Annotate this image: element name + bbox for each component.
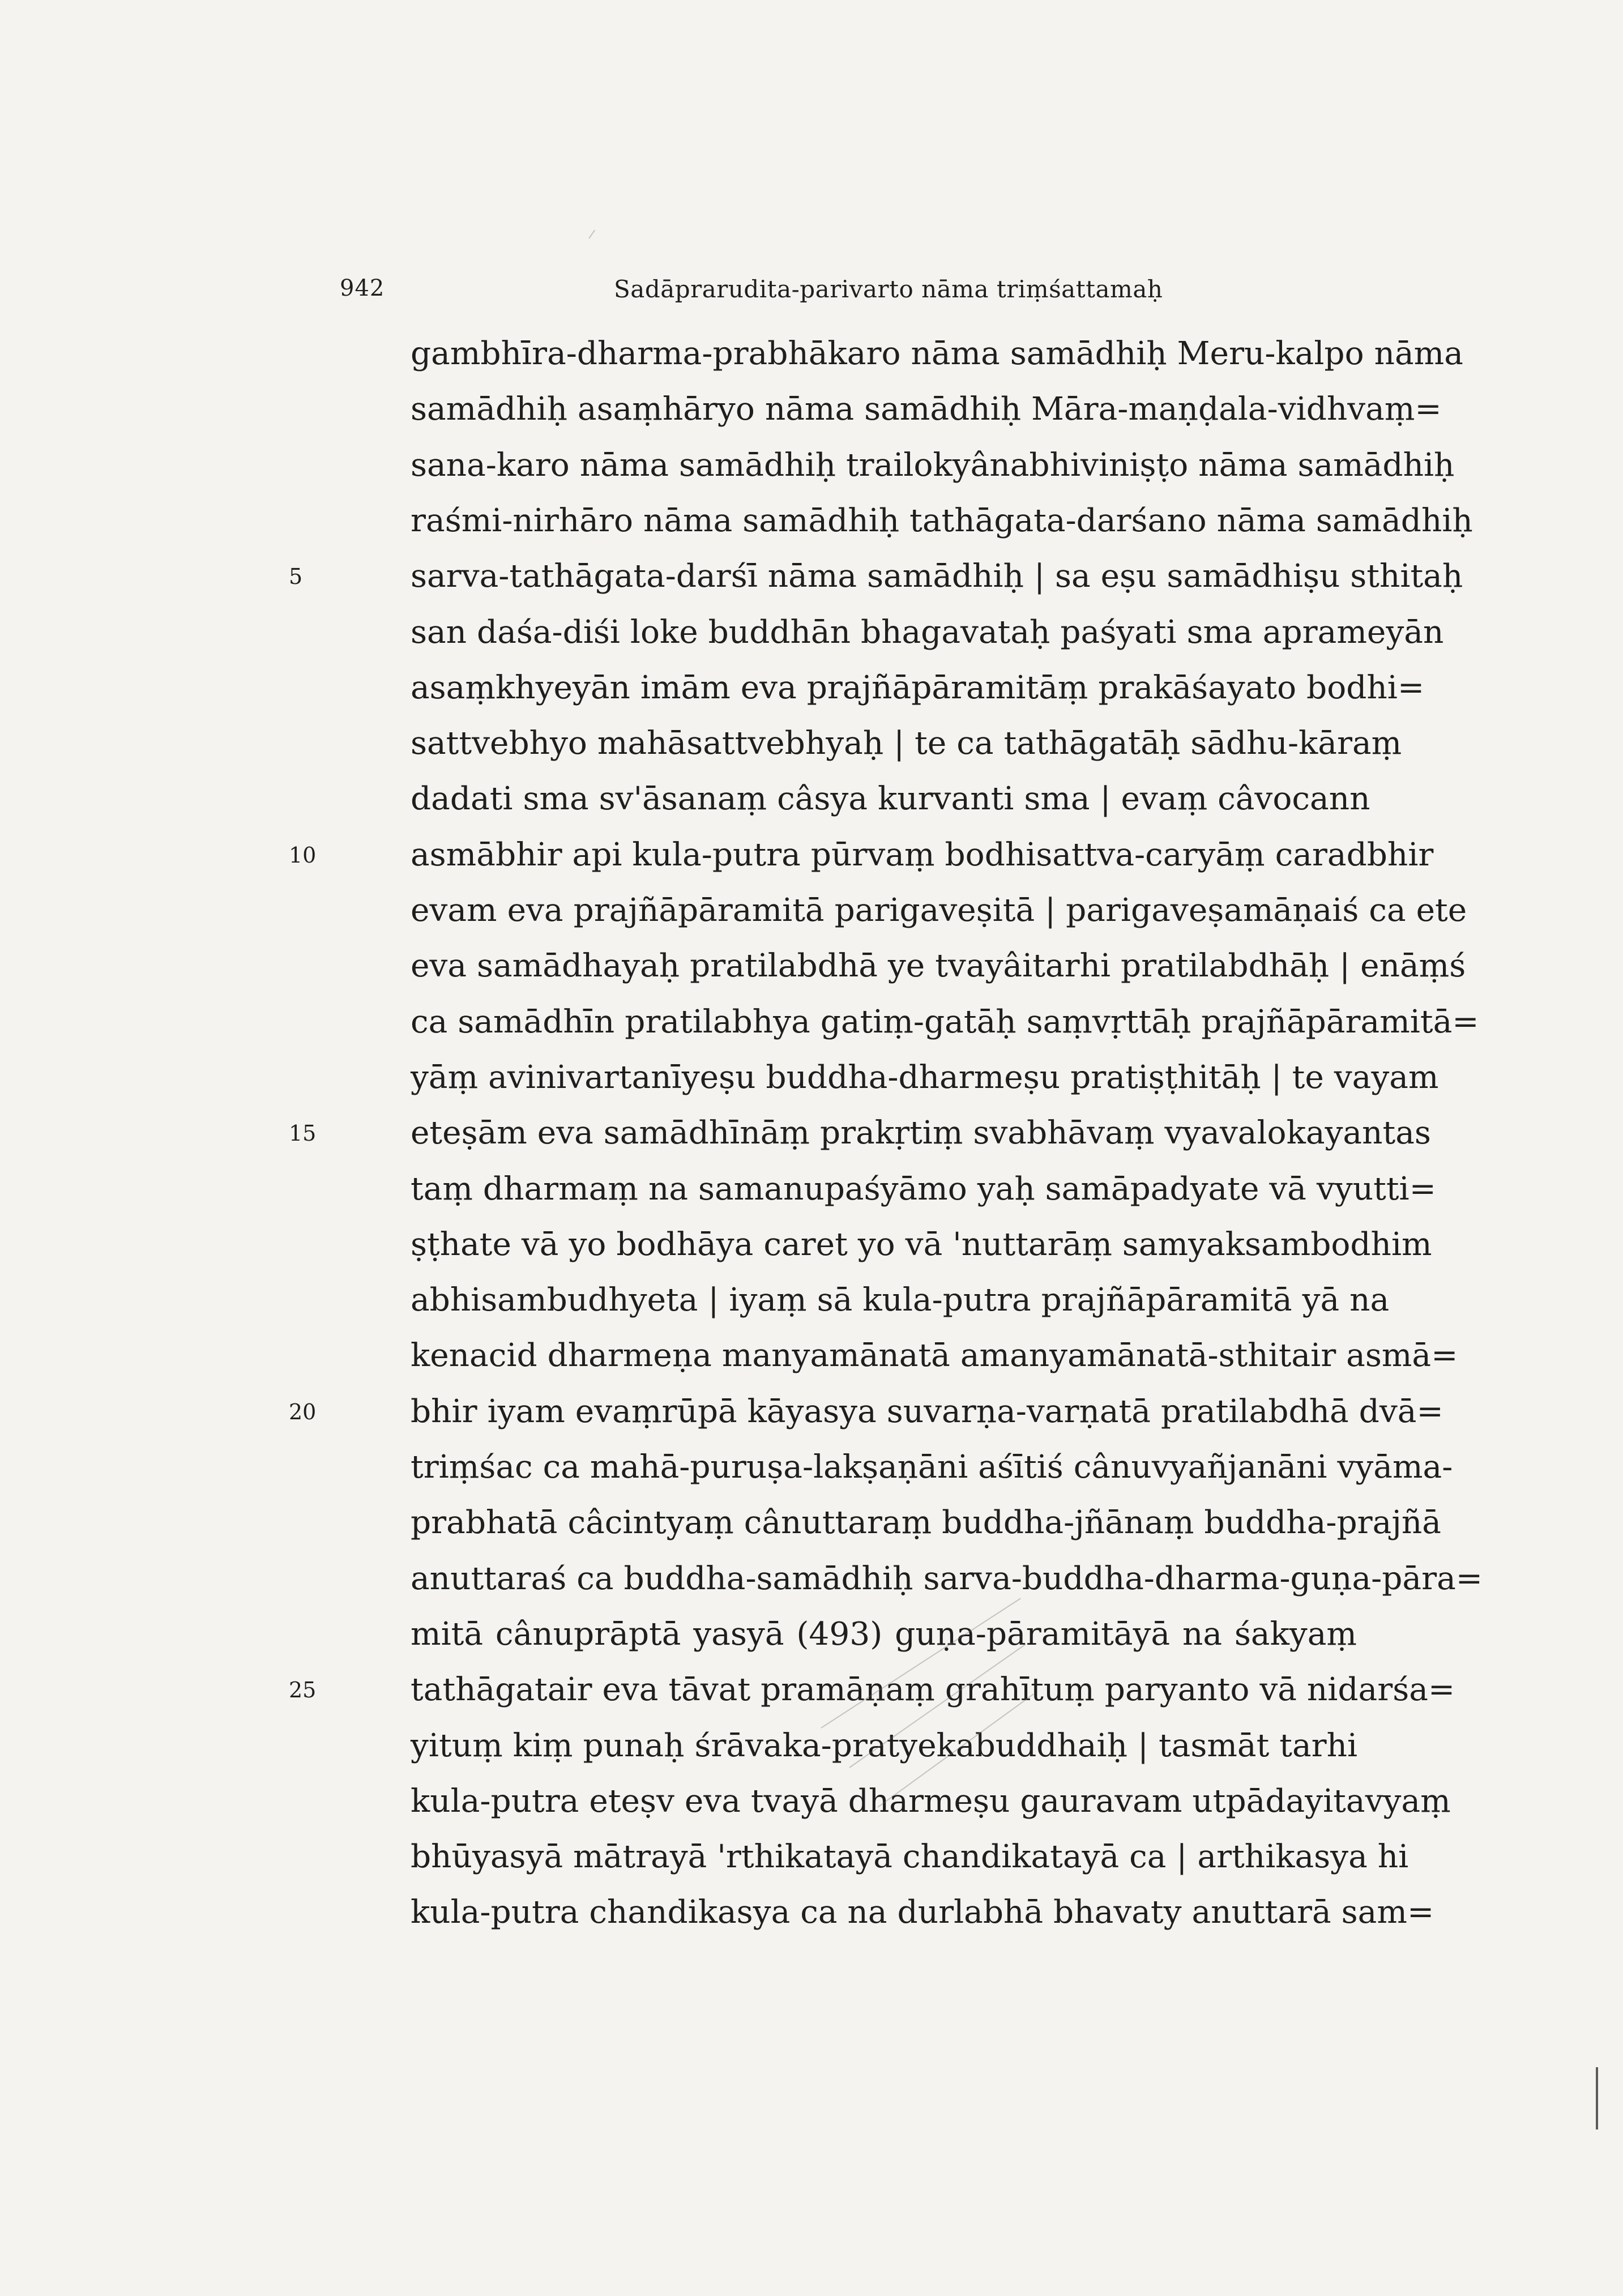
text-line: ca samādhīn pratilabhya gatiṃ-gatāḥ saṃvṛttāḥ prajñāpāramitā= [411,1003,1479,1040]
text-line: eva samādhayaḥ pratilabdhā ye tvayâitarhi pratilabdhāḥ | enāṃś [411,948,1466,985]
text-line: asmābhir api kula-putra pūrvaṃ bodhisattva-caryāṃ caradbhir [411,836,1434,873]
text-line: yituṃ kiṃ punaḥ śrāvaka-pratyekabuddhaiḥ | tasmāt tarhi [411,1727,1358,1764]
text-line: bhir iyam evaṃrūpā kāyasya suvarṇa-varṇatā pratilabdhā dvā= [411,1393,1443,1430]
text-line: kula-putra chandikasya ca na durlabhā bhavaty anuttarā sam= [411,1894,1434,1931]
text-line: san daśa-diśi loke buddhān bhagavataḥ paśyati sma aprameyān [411,613,1444,651]
text-line: mitā cânuprāptā yasyā (493) guṇa-pāramitāyā na śakyaṃ [411,1615,1357,1653]
line-number: 20 [289,1399,317,1424]
line-number: 25 [289,1678,317,1703]
text-line: triṃśac ca mahā-puruṣa-lakṣaṇāni aśītiś cânuvyañjanāni vyāma- [411,1449,1453,1486]
text-line: taṃ dharmaṃ na samanupaśyāmo yaḥ samāpadyate vā vyutti= [411,1170,1436,1207]
text-line: kenacid dharmeṇa manyamānatā amanyamānatā-sthitair asmā= [411,1337,1458,1375]
line-number: 15 [289,1121,317,1146]
text-line: gambhīra-dharma-prabhākaro nāma samādhiḥ Meru-kalpo nāma [411,335,1463,372]
text-line: sana-karo nāma samādhiḥ trailokyânabhiviniṣṭo nāma samādhiḥ [411,446,1455,484]
text-line: ṣṭhate vā yo bodhāya caret yo vā 'nuttarāṃ samyaksambodhim [411,1226,1432,1263]
text-line: yāṃ avinivartanīyeṣu buddha-dharmeṣu pratiṣṭhitāḥ | te vayam [411,1059,1439,1096]
text-line: abhisambudhyeta | iyaṃ sā kula-putra prajñāpāramitā yā na [411,1282,1390,1319]
text-line: kula-putra eteṣv eva tvayā dharmeṣu gauravam utpādayitavyaṃ [411,1782,1451,1820]
page-number: 942 [340,275,385,301]
text-line: bhūyasyā mātrayā 'rthikatayā chandikatayā ca | arthikasya hi [411,1838,1409,1876]
text-line: tathāgatair eva tāvat pramāṇaṃ grahītuṃ paryanto vā nidarśa= [411,1671,1455,1709]
text-line: sarva-tathāgata-darśī nāma samādhiḥ | sa eṣu samādhiṣu sthitaḥ [411,558,1463,595]
line-number: 5 [289,564,303,590]
text-line: samādhiḥ asaṃhāryo nāma samādhiḥ Māra-maṇḍala-vidhvaṃ= [411,391,1442,428]
scan-stroke [588,230,595,239]
page-header [340,275,1472,309]
text-line: asaṃkhyeyān imām eva prajñāpāramitāṃ prakāśayato bodhi= [411,669,1425,706]
text-line: evam eva prajñāpāramitā parigaveṣitā | parigaveṣamāṇaiś ca ete [411,892,1467,929]
text-line: prabhatā câcintyaṃ cânuttaraṃ buddha-jñānaṃ buddha-prajñā [411,1504,1441,1542]
text-line: sattvebhyo mahāsattvebhyaḥ | te ca tathāgatāḥ sādhu-kāraṃ [411,725,1402,762]
running-title: Sadāprarudita-parivarto nāma triṃśattamaḥ [614,275,1163,303]
line-number: 10 [289,842,317,868]
scan-edge-mark [1596,2067,1598,2129]
text-line: raśmi-nirhāro nāma samādhiḥ tathāgata-darśano nāma samādhiḥ [411,502,1473,539]
text-line: dadati sma sv'āsanaṃ câsya kurvanti sma | evaṃ câvocann [411,780,1370,818]
text-line: anuttaraś ca buddha-samādhiḥ sarva-buddha-dharma-guṇa-pāra= [411,1560,1483,1597]
text-line: eteṣām eva samādhīnāṃ prakṛtiṃ svabhāvaṃ vyavalokayantas [411,1115,1431,1152]
